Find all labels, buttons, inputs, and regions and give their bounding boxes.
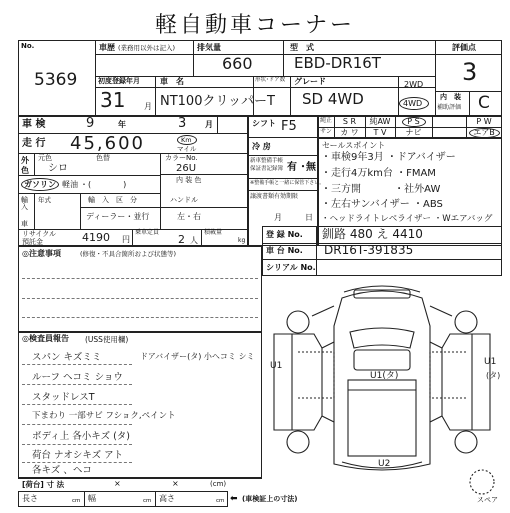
inspector-line-2: ルーフ ヘコミ ショウ: [32, 372, 123, 383]
fuel-paren: ・( ): [80, 180, 127, 189]
equip-leather: カ ワ: [340, 128, 359, 137]
history-note: (業務用以外は記入): [118, 44, 176, 52]
import-sub: 車: [21, 220, 28, 228]
score-value: 3: [462, 58, 478, 86]
transfer-day: 日: [305, 213, 313, 222]
shaken-month: 3: [178, 116, 187, 131]
cargo-cm-paren: (cm): [210, 480, 227, 488]
inspector-line-1: スパン キズミミ: [32, 352, 102, 363]
capacity-label: 乗車定員: [135, 229, 160, 236]
grade-label: グレード: [294, 77, 326, 86]
reg-label: 登 録 No.: [266, 230, 303, 239]
km-unit: Km: [181, 136, 192, 144]
warranty-dot: ・: [298, 162, 308, 173]
load-unit: kg: [238, 237, 246, 244]
orig-color-label: 元色: [38, 154, 52, 162]
color-no-value: 26U: [176, 163, 197, 174]
height-label: 高さ: [159, 494, 175, 503]
warranty-no: 無: [306, 162, 316, 173]
fuel-label: ガソリン: [24, 180, 56, 189]
capacity-unit: 人: [190, 236, 198, 245]
mileage-label: 走 行: [22, 138, 46, 149]
transfer-label: 譲渡書類有効期限: [250, 193, 299, 200]
equip-sun: サン: [320, 128, 332, 135]
mark-right-sub: (タ): [486, 371, 501, 380]
drive-4wd: 4WD: [403, 99, 423, 108]
chassis-value: DR16T-391835: [324, 243, 414, 257]
inspector-line-6: 荷台 ナオシキズ アト: [32, 450, 124, 461]
equip-genuine: 純正: [319, 117, 332, 124]
displacement-label: 排気量: [197, 43, 221, 52]
cargo-dims: [18, 491, 228, 507]
chassis-label: 車 台 No.: [266, 246, 303, 255]
cargo-x2: ×: [172, 479, 179, 488]
color-label: 色替: [96, 154, 110, 162]
dealer-label: ディーラー・並行: [86, 212, 150, 221]
inspector-right-note: ドアバイザー(タ) 小ヘコミ シミ: [140, 352, 255, 361]
orig-color-value: シロ: [48, 163, 68, 174]
notes-box: [18, 246, 262, 332]
equip-sr: S R: [342, 117, 357, 126]
serial-label: シリアル No.: [266, 263, 316, 272]
mark-u1-left: U1: [270, 361, 283, 371]
recycle-sub: 預託金: [22, 238, 43, 246]
inspector-line-4: 下まわり 一部サビ フショク,ペイント: [32, 411, 176, 421]
recycle-label: リサイクル: [22, 230, 57, 238]
shaken-month-unit: 月: [205, 120, 213, 129]
import-route-label: 輸 入 区 分: [88, 196, 137, 204]
car-name-label: 車 名: [160, 77, 184, 86]
import-label: 輸入: [21, 196, 28, 211]
model-value: EBD-DR16T: [294, 54, 381, 72]
length-cm: cm: [72, 498, 81, 504]
sales-points-label: セールスポイント: [322, 141, 386, 150]
warranty-sub: 保証書記録簿: [250, 166, 284, 172]
shape-label: 形状･ドア数: [255, 77, 286, 83]
interior-sub: 補助評価: [437, 104, 462, 111]
shaken-year: 9: [86, 116, 95, 131]
capacity-value: 2: [178, 233, 185, 246]
recycle-value: 4190: [82, 231, 110, 244]
interior-value: C: [478, 93, 490, 113]
drive-2wd: 2WD: [404, 80, 424, 89]
handle-label: ハンドル: [170, 196, 198, 204]
year-value: 31: [100, 88, 126, 112]
mark-rear: U2: [378, 459, 391, 469]
equip-airbag: エアB: [473, 128, 495, 137]
inspector-line-7: 各キズ 、ヘコ: [32, 465, 92, 476]
notes-sub: (修復・不具合箇所および状態等): [80, 250, 177, 258]
fuel-diesel: 軽油: [62, 180, 78, 189]
sales-line-4: ・左右サンバイザー ・ABS: [321, 199, 443, 210]
displacement-value: 660: [222, 54, 253, 73]
inspector-label: ◎検査員報告: [22, 334, 69, 343]
color-no-label: カラーNo.: [165, 154, 198, 162]
mileage-value: 45,600: [70, 133, 145, 154]
month-unit: 月: [144, 102, 152, 111]
year-col: 年式: [38, 196, 51, 204]
arrow-note: (車検証上の寸法): [242, 495, 298, 503]
equip-pw: P W: [476, 117, 492, 126]
inspector-sub: (USS使用欄): [85, 335, 129, 344]
score-label: 評価点: [452, 43, 476, 52]
sales-line-5: ・ヘッドライトレベライザー ・Wエアバッグ: [321, 214, 493, 224]
yen-unit: 円: [122, 235, 130, 244]
exterior-label: 外色: [21, 156, 29, 176]
mark-u1-right: U1: [484, 357, 497, 367]
mile-unit: マイル: [177, 145, 197, 153]
mark-u1-center: U1(タ): [370, 371, 399, 381]
shift-label: シフト: [252, 119, 276, 128]
arrow-icon: ⬅: [230, 494, 238, 504]
width-label: 幅: [88, 494, 96, 503]
shift-value: F5: [281, 119, 297, 134]
no-label: No.: [21, 42, 35, 50]
warranty-yes: 有: [287, 162, 297, 173]
cargo-label: [荷台] 寸 法: [22, 480, 65, 489]
inspector-line-5: ボディ上 各小キズ (タ): [32, 431, 131, 442]
warranty-label: 新車整備手帳: [250, 158, 284, 164]
height-cm: cm: [216, 498, 225, 504]
cargo-x1: ×: [114, 479, 121, 488]
warranty-note: ※整備手帳と一緒に保管下さい。: [250, 180, 325, 186]
spare-label: スペア: [477, 496, 498, 504]
shaken-year-unit: 年: [118, 120, 126, 129]
load-label: 積載量: [204, 229, 223, 236]
car-name-value: NT100クリッパーT: [160, 94, 275, 109]
interior-color-label: 内 装 色: [176, 176, 202, 184]
equip-tv: T V: [373, 128, 387, 137]
shaken-label: 車 検: [22, 119, 46, 130]
inspector-line-3: スタッドレスT: [32, 392, 95, 403]
width-cm: cm: [143, 498, 152, 504]
history-label: 車歴: [99, 43, 115, 52]
reg-value: 釧路 480 え 4410: [322, 227, 423, 241]
equip-aw: 純AW: [369, 117, 391, 126]
interior-label: 内 装: [440, 93, 461, 101]
equip-navi: ナビ: [405, 128, 422, 137]
ac-label: 冷 房: [252, 142, 271, 151]
sales-line-3: ・三方開 ・社外AW: [321, 184, 441, 195]
sales-line-2: ・走行4万km台 ・FMAM: [321, 168, 436, 179]
notes-label: ◎注意事項: [22, 249, 61, 258]
length-label: 長さ: [22, 494, 38, 503]
sales-line-1: ・車検9年3月 ・ドアバイザー: [321, 152, 456, 163]
first-reg-label: 初度登録年月: [98, 77, 140, 85]
page-title: 軽自動車コーナー: [154, 13, 355, 38]
transfer-month: 月: [274, 213, 282, 222]
lot-number: 5369: [34, 70, 78, 90]
grade-value: SD 4WD: [302, 90, 364, 108]
model-label: 型 式: [290, 43, 314, 52]
equip-ps: P S: [407, 117, 420, 126]
left-right: 左・右: [177, 212, 201, 221]
